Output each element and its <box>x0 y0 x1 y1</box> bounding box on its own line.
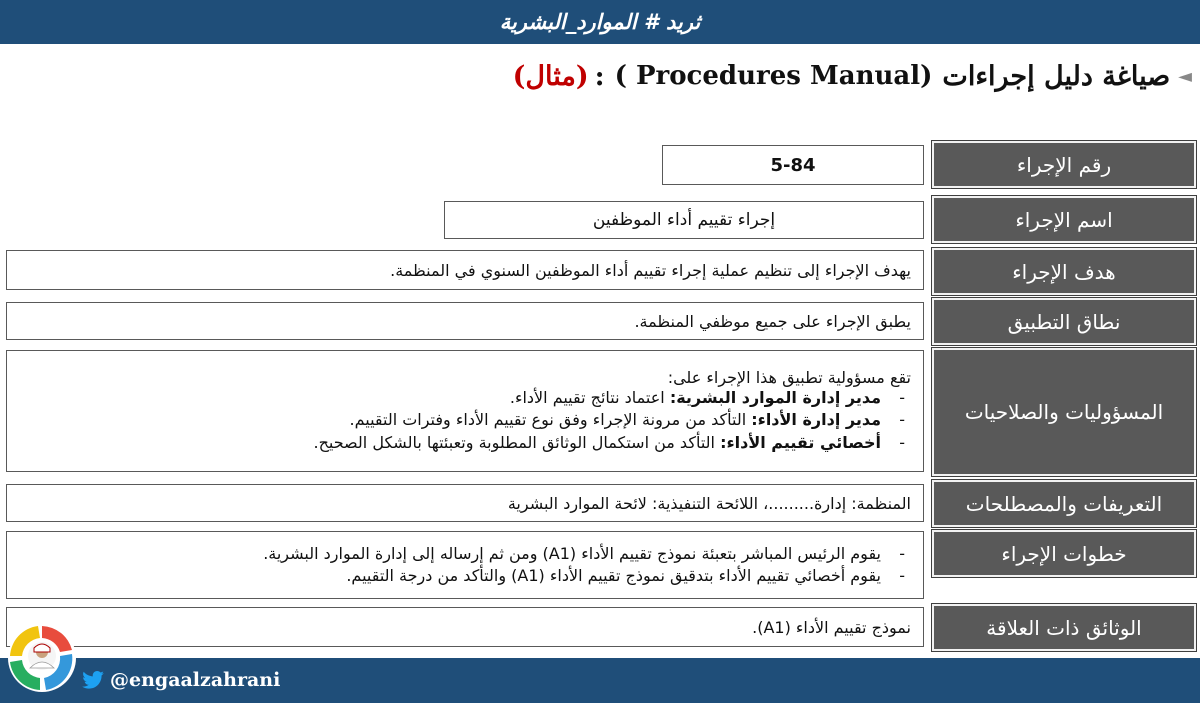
definitions-value: المنظمة: إدارة.........، اللائحة التنفيذية: لائحة الموارد البشرية <box>6 484 924 522</box>
role-performance-specialist-text: التأكد من استكمال الوثائق المطلوبة وتعبئتها بالشكل الصحيح. <box>313 432 721 452</box>
arrow-left-icon: ◄ <box>1178 65 1192 87</box>
title-example: (مثال) <box>512 60 589 92</box>
scope-value: يطبق الإجراء على جميع موظفي المنظمة. <box>6 302 924 340</box>
role-performance-manager: مدير إدارة الأداء: <box>751 410 881 430</box>
objective-label: هدف الإجراء <box>932 248 1196 295</box>
handle-text: @engaalzahrani <box>110 669 281 691</box>
procedure-number-text: 5-84 <box>770 154 816 176</box>
title-colon: : <box>594 60 605 92</box>
role-performance-manager-text: التأكد من مرونة الإجراء وفق نوع تقييم الأداء وفترات التقييم. <box>349 410 752 430</box>
steps-list <box>263 543 911 588</box>
twitter-bird-icon <box>82 671 104 689</box>
definitions-label: التعريفات والمصطلحات <box>932 480 1196 527</box>
list-item: - يقوم الرئيس المباشر بتعبئة نموذج تقييم الأداء (A1) ومن ثم إرساله إلى إدارة الموارد البشرية. <box>263 543 911 565</box>
steps-value <box>6 531 924 599</box>
role-hr-manager: مدير إدارة الموارد البشرية: <box>669 387 881 407</box>
role-hr-manager-text: اعتماد نتائج تقييم الأداء. <box>509 387 670 407</box>
list-item <box>313 432 911 454</box>
responsibilities-intro: تقع مسؤولية تطبيق هذا الإجراء على: <box>667 367 911 387</box>
list-item: - يقوم أخصائي تقييم الأداء بتدقيق نموذج تقييم الأداء (A1) والتأكد من درجة التقييم. <box>263 565 911 587</box>
responsibilities-label: المسؤوليات والصلاحيات <box>932 348 1196 476</box>
footer-handle[interactable] <box>82 660 280 700</box>
title-english: ( Procedures Manual) <box>614 61 933 91</box>
procedure-number-label: رقم الإجراء <box>932 141 1196 188</box>
hashtag-title[interactable]: ثريد # الموارد_البشرية <box>499 10 701 34</box>
steps-label: خطوات الإجراء <box>932 530 1196 577</box>
documents-label: الوثائق ذات العلاقة <box>932 604 1196 651</box>
documents-value: نموذج تقييم الأداء (A1). <box>6 607 924 647</box>
list-item <box>313 409 911 431</box>
title-main: صياغة دليل إجراءات <box>942 60 1171 92</box>
author-logo-icon <box>6 622 78 694</box>
page-title <box>2 56 1192 96</box>
procedure-name-value: إجراء تقييم أداء الموظفين <box>444 201 924 239</box>
procedure-name-label: اسم الإجراء <box>932 196 1196 243</box>
role-performance-specialist: أخصائي تقييم الأداء: <box>720 432 881 452</box>
procedure-number-value <box>662 145 924 185</box>
list-item <box>313 387 911 409</box>
scope-label: نطاق التطبيق <box>932 298 1196 345</box>
responsibilities-value <box>6 350 924 472</box>
objective-value: يهدف الإجراء إلى تنظيم عملية إجراء تقييم أداء الموظفين السنوي في المنظمة. <box>6 250 924 290</box>
responsibilities-list <box>313 387 911 454</box>
header-bar <box>0 0 1200 46</box>
